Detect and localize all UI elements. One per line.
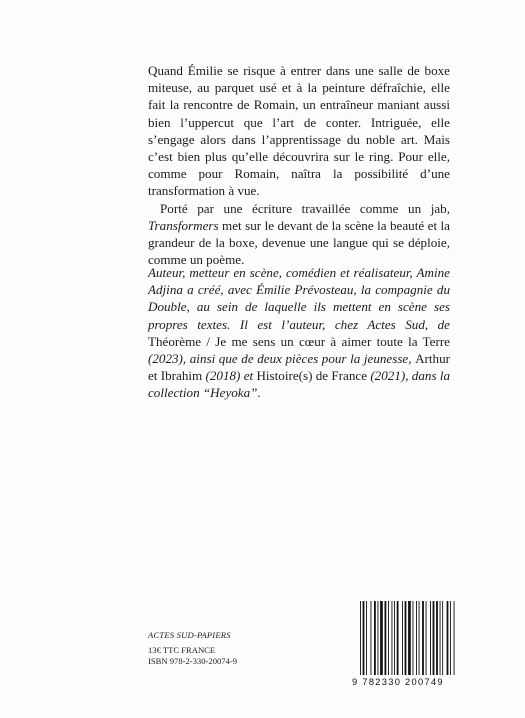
back-cover-blurb: [148, 62, 450, 268]
blurb-paragraph-2: [148, 200, 450, 269]
publisher-info: [148, 630, 237, 667]
publisher-logo: ACTES SUD-PAPIERS: [148, 630, 231, 640]
blurb-p2-start: Porté par une écriture travaillée comme un jab,: [160, 200, 450, 216]
barcode-digits: 9 782330 200749: [352, 677, 444, 687]
price: 13€ TTC FRANCE: [148, 645, 216, 655]
barcode-icon: [358, 601, 458, 675]
bio-year-1: (2023), ainsi que de deux pièces pour la jeunesse,: [148, 351, 416, 367]
blurb-p2-end: met sur le devant de la scène la beauté et la grandeur de la boxe, devenue une langue qui se déploie, comme un poème.: [148, 217, 450, 268]
blurb-paragraph-1: Quand Émilie se risque à entrer dans une salle de boxe miteuse, au parquet usé et à la peinture défraîchie, elle fait la rencontre de Romain, un entraîneur maniant aussi bien l’uppercut que l’art de conter. Intriguée, elle s’engage alors dans l’apprentissage du noble art. Mais c’est bien plus qu’elle découvrira sur le ring. Pour elle, comme pour Romain, naîtra la possibilité d’une transformation à vue.: [148, 63, 450, 199]
book-title-inline: Transformers: [148, 217, 219, 233]
bio-work-1: Théorème / Je me sens un cœur à aimer toute la Terre: [148, 333, 450, 349]
author-bio: [148, 264, 450, 402]
bio-year-3: (2021), dans la collection “Heyoka”.: [148, 368, 451, 401]
bio-work-2: Arthur et Ibrahim: [148, 351, 450, 384]
bio-year-2: (2018) et: [202, 368, 257, 384]
bio-work-3: Histoire(s) de France: [256, 368, 368, 384]
bio-intro: Auteur, metteur en scène, comédien et réalisateur, Amine Adjina a créé, avec Émilie Prévosteau, la compagnie du Double, au sein de laquelle ils mettent en scène ses propres textes. Il est l’auteur, chez Actes Sud, de: [148, 265, 450, 332]
isbn: ISBN 978-2-330-20074-9: [148, 656, 238, 666]
